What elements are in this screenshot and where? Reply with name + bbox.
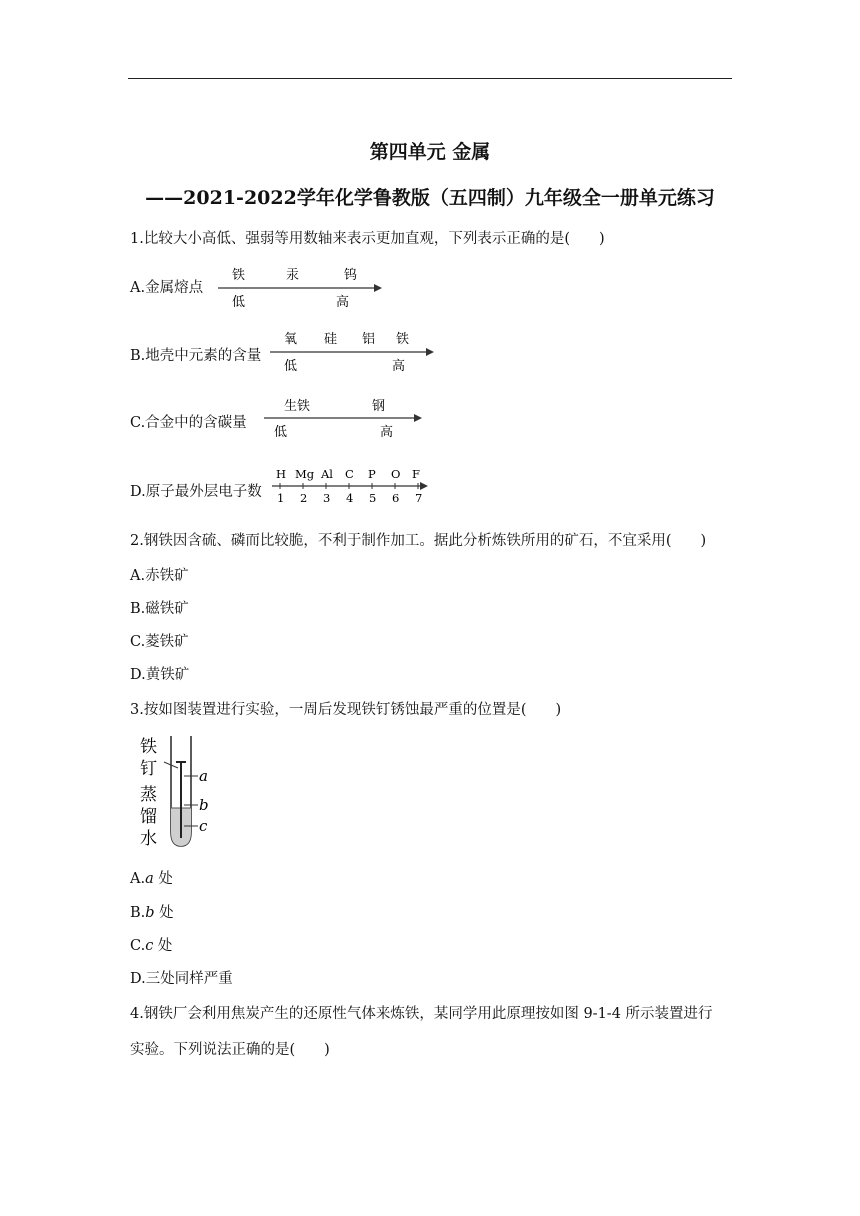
q1-option-b-label: B.地壳中元素的含量 bbox=[130, 348, 262, 364]
q1-option-b-axis bbox=[268, 328, 438, 378]
q2-option-b: B.磁铁矿 bbox=[130, 601, 189, 617]
axis-bottom-label: 2 bbox=[300, 491, 308, 505]
question-4-stem-line-2: 实验。下列说法正确的是( ) bbox=[130, 1042, 330, 1058]
figure-marker-b: b bbox=[199, 796, 209, 814]
axis-bottom-label: 低 bbox=[232, 295, 246, 310]
axis-bottom-label: 高 bbox=[380, 425, 394, 440]
q1-option-c-label: C.合金中的含碳量 bbox=[130, 415, 247, 431]
q1-option-d-label: D.原子最外层电子数 bbox=[130, 484, 262, 500]
figure-marker-a: a bbox=[199, 767, 208, 785]
axis-bottom-label: 3 bbox=[323, 491, 331, 505]
axis-bottom-label: 5 bbox=[369, 491, 377, 505]
q3-option-c: C.c 处 bbox=[130, 938, 173, 954]
axis-top-label: Mg bbox=[295, 467, 315, 481]
q1-option-c-axis bbox=[262, 396, 427, 444]
figure-label: 蒸 bbox=[140, 785, 157, 805]
axis-top-label: 钨 bbox=[344, 268, 358, 283]
figure-label: 铁 bbox=[140, 737, 157, 757]
axis-bottom-label: 低 bbox=[284, 359, 298, 374]
axis-top-label: F bbox=[412, 467, 420, 481]
figure-label: 钉 bbox=[140, 759, 157, 779]
axis-top-label: 钢 bbox=[372, 399, 386, 414]
axis-top-label: 硅 bbox=[324, 332, 338, 347]
question-1-stem: 1.比较大小高低、强弱等用数轴来表示更加直观，下列表示正确的是( ) bbox=[130, 231, 605, 247]
axis-bottom-label: 6 bbox=[392, 491, 400, 505]
axis-top-label: H bbox=[276, 467, 287, 481]
q3-option-a: A.a 处 bbox=[130, 871, 173, 887]
q1-option-d-axis bbox=[270, 462, 435, 510]
axis-bottom-label: 高 bbox=[336, 295, 350, 310]
axis-bottom-label: 4 bbox=[346, 491, 354, 505]
axis-bottom-label: 7 bbox=[415, 491, 423, 505]
axis-top-label: 铁 bbox=[396, 332, 410, 347]
axis-bottom-label: 高 bbox=[392, 359, 406, 374]
q1-option-a-axis bbox=[216, 262, 386, 310]
figure-label: 馏 bbox=[140, 807, 157, 827]
q1-option-a-label: A.金属熔点 bbox=[130, 280, 204, 296]
page-title: 第四单元 金属 bbox=[369, 141, 491, 163]
page-subtitle: ——2021-2022学年化学鲁教版（五四制）九年级全一册单元练习 bbox=[145, 187, 715, 209]
q3-option-b: B.b 处 bbox=[130, 905, 174, 921]
axis-bottom-label: 低 bbox=[274, 425, 288, 440]
q3-option-d: D.三处同样严重 bbox=[130, 971, 233, 987]
axis-top-label: 铁 bbox=[232, 268, 246, 283]
axis-top-label: 汞 bbox=[286, 268, 300, 283]
axis-top-label: 生铁 bbox=[284, 399, 311, 414]
question-4-stem-line-1: 4.钢铁厂会利用焦炭产生的还原性气体来炼铁，某同学用此原理按如图 9-1-4 所示装置进行 bbox=[130, 1006, 713, 1022]
axis-top-label: 氧 bbox=[284, 332, 298, 347]
q2-option-d: D.黄铁矿 bbox=[130, 667, 190, 683]
axis-top-label: O bbox=[391, 467, 401, 481]
q2-option-c: C.菱铁矿 bbox=[130, 634, 189, 650]
axis-top-label: Al bbox=[321, 467, 333, 481]
axis-top-label: 铝 bbox=[362, 332, 376, 347]
figure-label: 水 bbox=[140, 829, 157, 849]
question-2-stem: 2.钢铁因含硫、磷而比较脆，不利于制作加工。据此分析炼铁所用的矿石，不宜采用( ) bbox=[130, 533, 707, 549]
q2-option-a: A.赤铁矿 bbox=[130, 568, 189, 584]
axis-bottom-label: 1 bbox=[277, 491, 285, 505]
axis-top-label: P bbox=[368, 467, 376, 481]
header-rule bbox=[128, 78, 732, 79]
axis-top-label: C bbox=[345, 467, 354, 481]
q3-test-tube-figure bbox=[134, 728, 216, 852]
figure-marker-c: c bbox=[199, 817, 208, 835]
question-3-stem: 3.按如图装置进行实验，一周后发现铁钉锈蚀最严重的位置是( ) bbox=[130, 702, 562, 718]
